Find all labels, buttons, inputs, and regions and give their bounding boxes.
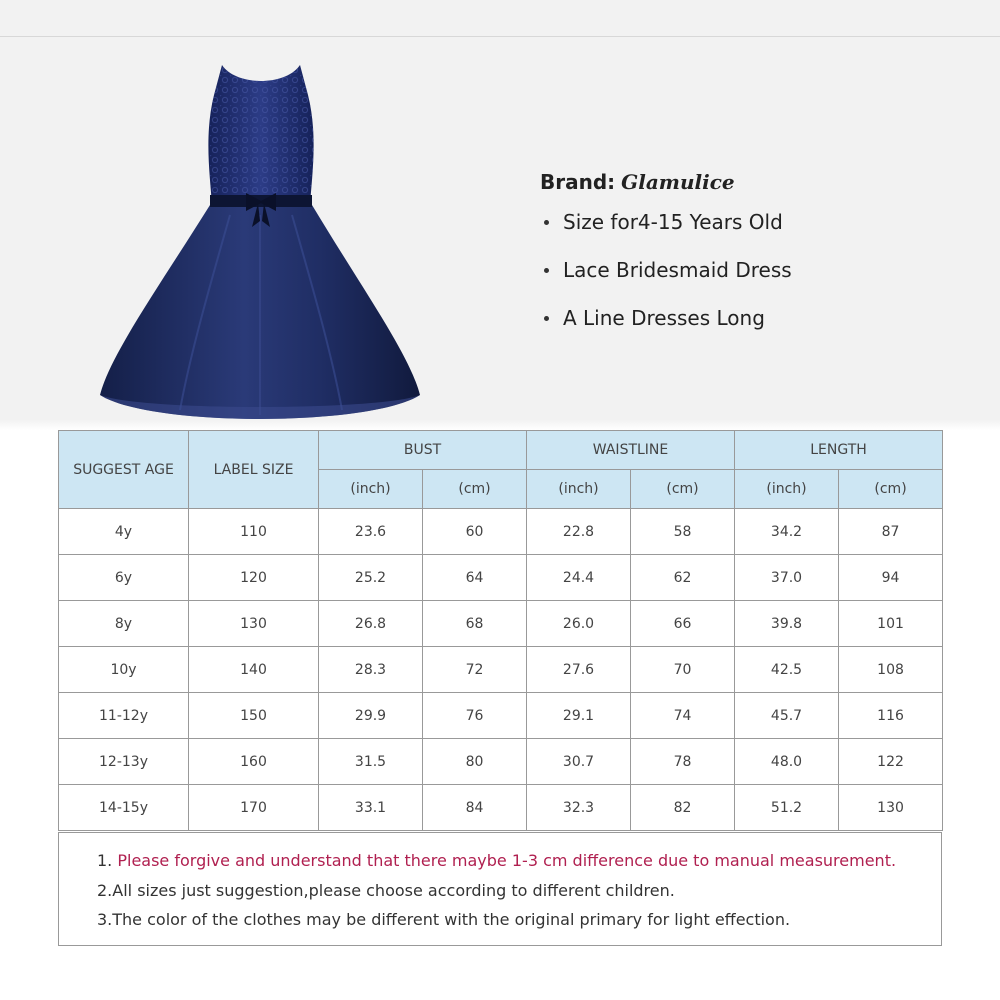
table-cell-len-cm: 108 [839,647,943,693]
table-cell-waist-in: 24.4 [527,555,631,601]
table-cell-bust-in: 23.6 [319,509,423,555]
top-divider [0,36,1000,37]
header-unit-cm: (cm) [423,470,527,509]
table-cell-bust-cm: 64 [423,555,527,601]
feature-text: A Line Dresses Long [563,306,765,330]
note-2: 2.All sizes just suggestion,please choose according to different children. [97,881,675,900]
table-row [59,693,943,739]
dress-illustration [80,55,440,435]
table-cell-waist-cm: 70 [631,647,735,693]
bullet-dot-icon [544,268,549,273]
table-cell-len-in: 39.8 [735,601,839,647]
header-unit-inch: (inch) [735,470,839,509]
product-info [540,170,980,354]
table-cell-size: 150 [189,693,319,739]
note-3: 3.The color of the clothes may be different with the original primary for light effection. [97,910,791,929]
brand-line [540,170,980,194]
table-cell-age: 8y [59,601,189,647]
header-waistline: WAISTLINE [527,431,735,470]
table-cell-bust-cm: 84 [423,785,527,831]
table-cell-age: 14-15y [59,785,189,831]
header-label-size: LABEL SIZE [189,431,319,509]
table-cell-waist-cm: 66 [631,601,735,647]
table-cell-len-in: 48.0 [735,739,839,785]
header-unit-inch: (inch) [319,470,423,509]
table-cell-len-cm: 130 [839,785,943,831]
table-cell-len-in: 42.5 [735,647,839,693]
feature-text: Lace Bridesmaid Dress [563,258,792,282]
table-cell-len-cm: 122 [839,739,943,785]
header-length: LENGTH [735,431,943,470]
table-cell-len-in: 34.2 [735,509,839,555]
table-cell-bust-in: 28.3 [319,647,423,693]
table-cell-size: 120 [189,555,319,601]
size-rows [59,509,943,831]
table-cell-bust-cm: 76 [423,693,527,739]
table-cell-len-in: 51.2 [735,785,839,831]
table-cell-len-cm: 116 [839,693,943,739]
notes-box [58,832,942,946]
table-cell-age: 10y [59,647,189,693]
table-cell-len-cm: 87 [839,509,943,555]
table-row [59,509,943,555]
table-cell-bust-in: 31.5 [319,739,423,785]
table-cell-size: 160 [189,739,319,785]
feature-text: Size for4-15 Years Old [563,210,783,234]
table-cell-age: 12-13y [59,739,189,785]
brand-name: Glamulice [621,170,735,194]
table-cell-waist-cm: 78 [631,739,735,785]
table-cell-size: 140 [189,647,319,693]
header-unit-cm: (cm) [631,470,735,509]
feature-bullet [540,210,980,234]
table-cell-waist-in: 22.8 [527,509,631,555]
feature-bullet [540,306,980,330]
table-cell-waist-cm: 74 [631,693,735,739]
note-1: 1. Please forgive and understand that there maybe 1-3 cm difference due to manual measurement. [97,851,897,870]
brand-label: Brand: [540,170,616,194]
table-row [59,601,943,647]
table-cell-size: 110 [189,509,319,555]
table-cell-bust-cm: 80 [423,739,527,785]
table-cell-size: 130 [189,601,319,647]
header-bust: BUST [319,431,527,470]
bullet-dot-icon [544,220,549,225]
table-cell-bust-in: 25.2 [319,555,423,601]
table-cell-len-in: 37.0 [735,555,839,601]
table-row [59,555,943,601]
table-cell-age: 11-12y [59,693,189,739]
table-cell-waist-cm: 82 [631,785,735,831]
table-cell-bust-cm: 72 [423,647,527,693]
size-chart-table [58,430,943,831]
table-cell-waist-in: 32.3 [527,785,631,831]
table-row [59,739,943,785]
table-cell-bust-in: 33.1 [319,785,423,831]
table-cell-waist-in: 29.1 [527,693,631,739]
table-cell-waist-cm: 58 [631,509,735,555]
table-row [59,785,943,831]
table-cell-bust-in: 29.9 [319,693,423,739]
table-cell-size: 170 [189,785,319,831]
bullet-dot-icon [544,316,549,321]
table-cell-age: 4y [59,509,189,555]
table-cell-bust-cm: 68 [423,601,527,647]
table-cell-waist-cm: 62 [631,555,735,601]
header-unit-cm: (cm) [839,470,943,509]
header-suggest-age: SUGGEST AGE [59,431,189,509]
feature-bullet [540,258,980,282]
table-cell-len-cm: 101 [839,601,943,647]
table-cell-waist-in: 27.6 [527,647,631,693]
table-cell-bust-cm: 60 [423,509,527,555]
table-cell-len-in: 45.7 [735,693,839,739]
table-cell-waist-in: 26.0 [527,601,631,647]
table-row [59,647,943,693]
table-cell-len-cm: 94 [839,555,943,601]
table-cell-age: 6y [59,555,189,601]
header-unit-inch: (inch) [527,470,631,509]
table-cell-waist-in: 30.7 [527,739,631,785]
table-cell-bust-in: 26.8 [319,601,423,647]
